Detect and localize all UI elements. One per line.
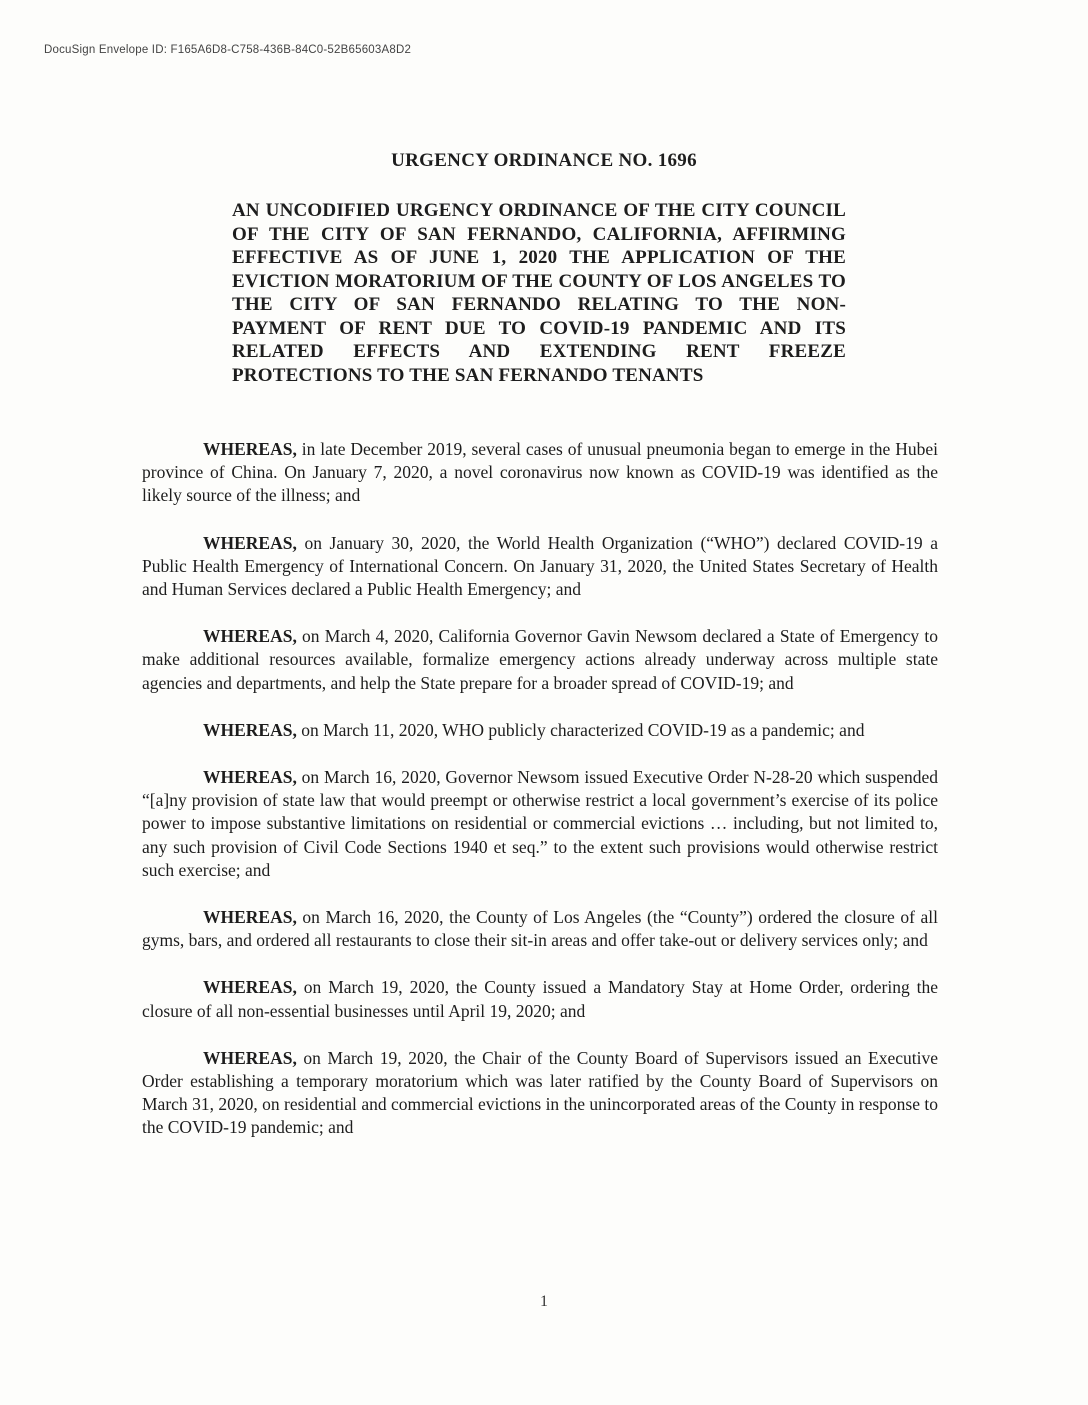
whereas-lead: WHEREAS, <box>203 977 297 998</box>
whereas-lead: WHEREAS, <box>203 532 297 553</box>
whereas-paragraph <box>142 976 938 1022</box>
whereas-paragraph <box>142 719 938 742</box>
whereas-text: on March 19, 2020, the County issued a Mandatory Stay at Home Order, ordering the closure of all non-essential businesses until April 19, 2020; and <box>142 977 938 1021</box>
whereas-lead: WHEREAS, <box>203 626 297 647</box>
whereas-text: on March 4, 2020, California Governor Gavin Newsom declared a State of Emergency to make additional resources available, formalize emergency actions already underway across multiple state agencies and departments, and help the State prepare for a broader spread of COVID-19; and <box>142 626 938 693</box>
whereas-paragraph <box>142 625 938 695</box>
whereas-lead: WHEREAS, <box>203 719 297 740</box>
ordinance-body <box>142 438 938 1164</box>
whereas-lead: WHEREAS, <box>203 907 297 928</box>
ordinance-subtitle: AN UNCODIFIED URGENCY ORDINANCE OF THE CITY COUNCIL OF THE CITY OF SAN FERNANDO, CALIFORNIA, AFFIRMING EFFECTIVE AS OF JUNE 1, 2020 THE APPLICATION OF THE EVICTION MORATORIUM OF THE COUNTY OF LOS ANGELES TO THE CITY OF SAN FERNANDO RELATING TO THE NON-PAYMENT OF RENT DUE TO COVID-19 PANDEMIC AND ITS RELATED EFFECTS AND EXTENDING RENT FREEZE PROTECTIONS TO THE SAN FERNANDO TENANTS <box>232 200 846 386</box>
whereas-lead: WHEREAS, <box>203 1047 297 1068</box>
whereas-paragraph <box>142 532 938 602</box>
ordinance-title: URGENCY ORDINANCE NO. 1696 <box>391 150 697 171</box>
whereas-paragraph <box>142 1047 938 1140</box>
whereas-lead: WHEREAS, <box>203 439 297 459</box>
whereas-lead: WHEREAS, <box>203 767 297 788</box>
whereas-paragraph <box>142 438 938 508</box>
whereas-text: on March 11, 2020, WHO publicly characterized COVID-19 as a pandemic; and <box>296 719 865 740</box>
whereas-text: in late December 2019, several cases of unusual pneumonia began to emerge in the Hubei province of China. On January 7, 2020, a novel coronavirus now known as COVID-19 was identified as the likely source of the illness; and <box>142 439 938 506</box>
docusign-envelope-id: DocuSign Envelope ID: F165A6D8-C758-436B-84C0-52B65603A8D2 <box>44 44 412 56</box>
whereas-text: on March 16, 2020, Governor Newsom issued Executive Order N-28-20 which suspended “[a]ny provision of state law that would preempt or otherwise restrict a local government’s exercise of its police power to impose substantive limitations on residential or commercial evictions … including, but not limited to, any such provision of Civil Code Sections 1940 et seq.” to the extent such provisions would otherwise restrict such exercise; and <box>142 767 938 880</box>
whereas-paragraph <box>142 766 938 882</box>
whereas-text: on January 30, 2020, the World Health Organization (“WHO”) declared COVID-19 a Public Health Emergency of International Concern. On January 31, 2020, the United States Secretary of Health and Human Services declared a Public Health Emergency; and <box>142 532 938 600</box>
whereas-text: on March 16, 2020, the County of Los Angeles (the “County”) ordered the closure of all gyms, bars, and ordered all restaurants to close their sit-in areas and offer take-out or delivery services only; and <box>142 907 938 951</box>
whereas-text: on March 19, 2020, the Chair of the County Board of Supervisors issued an Executive Order establishing a temporary moratorium which was later ratified by the County Board of Supervisors on March 31, 2020, on residential and commercial evictions in the unincorporated areas of the County in response to the COVID-19 pandemic; and <box>142 1047 938 1138</box>
whereas-paragraph <box>142 906 938 952</box>
page-number: 1 <box>540 1293 548 1310</box>
